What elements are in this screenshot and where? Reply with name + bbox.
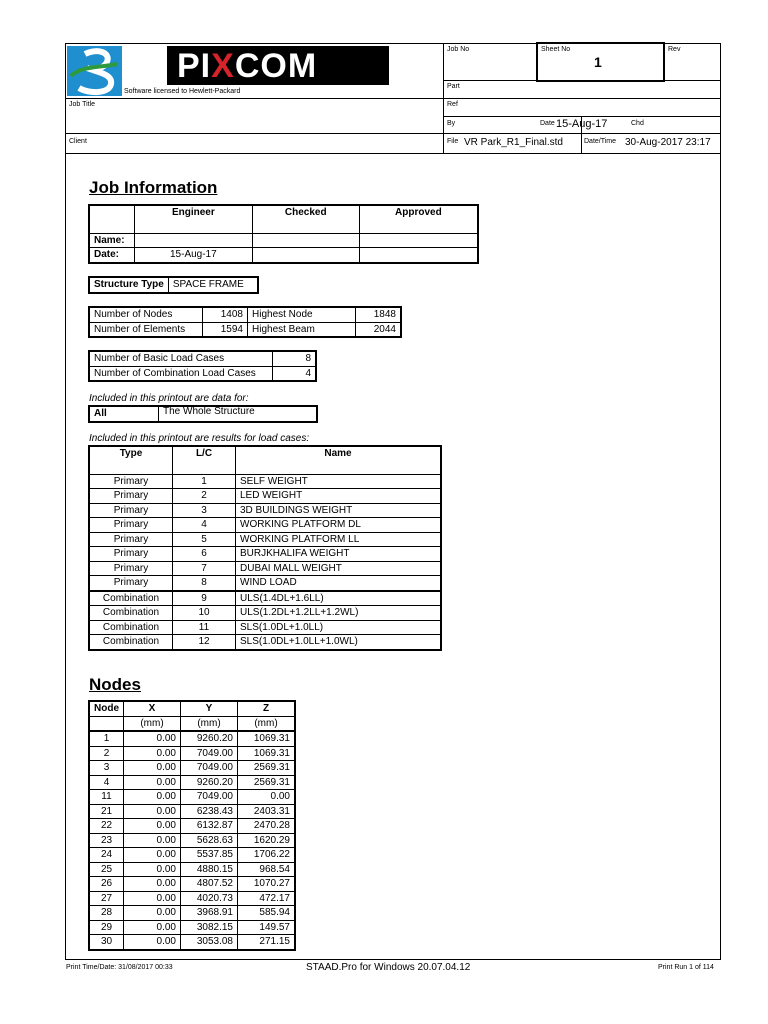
lc-type-cell: Primary xyxy=(89,474,173,489)
col-y: Y xyxy=(181,701,238,716)
node-cell: 6238.43 xyxy=(181,804,238,819)
node-cell: 0.00 xyxy=(124,935,181,950)
ref-label: Ref xyxy=(447,101,458,108)
node-cell: 472.17 xyxy=(238,891,296,906)
lc-lc-cell: 2 xyxy=(173,489,236,504)
node-cell: 7049.00 xyxy=(181,746,238,761)
highest-beam-label: Highest Beam xyxy=(248,322,356,337)
col-approved: Approved xyxy=(359,205,478,233)
node-cell: 23 xyxy=(89,833,124,848)
name-label: Name: xyxy=(89,233,135,248)
unit-z: (mm) xyxy=(238,716,296,731)
included-data-table xyxy=(88,405,318,423)
node-cell: 5628.63 xyxy=(181,833,238,848)
node-cell: 9260.20 xyxy=(181,731,238,746)
job-info-table xyxy=(88,204,479,264)
table-row xyxy=(89,819,295,834)
date-value: 15-Aug-17 xyxy=(556,118,608,130)
basic-lc-label: Number of Basic Load Cases xyxy=(89,351,273,366)
lc-type-cell: Combination xyxy=(89,620,173,635)
table-row xyxy=(89,591,441,606)
col-checked: Checked xyxy=(252,205,359,233)
lc-type-cell: Primary xyxy=(89,547,173,562)
job-title-label: Job Title xyxy=(69,101,96,108)
date-label: Date xyxy=(540,120,555,127)
lc-name-cell: SELF WEIGHT xyxy=(236,474,442,489)
included-results-caption: Included in this printout are results for load cases: xyxy=(89,433,310,444)
loadcase-table xyxy=(88,445,442,651)
node-cell: 0.00 xyxy=(124,877,181,892)
node-cell: 1070.27 xyxy=(238,877,296,892)
node-cell: 4880.15 xyxy=(181,862,238,877)
table-row xyxy=(89,761,295,776)
node-cell: 30 xyxy=(89,935,124,950)
table-row xyxy=(89,489,441,504)
sheet-no-value: 1 xyxy=(594,54,602,70)
node-cell: 271.15 xyxy=(238,935,296,950)
lc-name-cell: WORKING PLATFORM LL xyxy=(236,532,442,547)
lc-name-cell: 3D BUILDINGS WEIGHT xyxy=(236,503,442,518)
lc-lc-cell: 6 xyxy=(173,547,236,562)
combo-lc-label: Number of Combination Load Cases xyxy=(89,366,273,381)
node-cell: 2470.28 xyxy=(238,819,296,834)
node-cell: 0.00 xyxy=(238,790,296,805)
node-cell: 24 xyxy=(89,848,124,863)
lc-type-cell: Primary xyxy=(89,576,173,591)
table-row xyxy=(89,576,441,591)
node-cell: 0.00 xyxy=(124,819,181,834)
lc-name-cell: WORKING PLATFORM DL xyxy=(236,518,442,533)
node-cell: 5537.85 xyxy=(181,848,238,863)
node-cell: 6132.87 xyxy=(181,819,238,834)
loadcase-counts-table xyxy=(88,350,317,382)
col-name: Name xyxy=(236,446,442,474)
table-row xyxy=(89,848,295,863)
lc-type-cell: Primary xyxy=(89,561,173,576)
node-cell: 1069.31 xyxy=(238,746,296,761)
license-text: Software licensed to Hewlett-Packard xyxy=(124,88,241,95)
node-cell: 1069.31 xyxy=(238,731,296,746)
unit-x: (mm) xyxy=(124,716,181,731)
table-row xyxy=(89,606,441,621)
col-x: X xyxy=(124,701,181,716)
highest-node-value: 1848 xyxy=(356,307,402,322)
table-row xyxy=(89,518,441,533)
lc-lc-cell: 5 xyxy=(173,532,236,547)
table-row xyxy=(89,920,295,935)
node-cell: 3082.15 xyxy=(181,920,238,935)
lc-lc-cell: 10 xyxy=(173,606,236,621)
lc-name-cell: SLS(1.0DL+1.0LL+1.0WL) xyxy=(236,635,442,650)
structure-type-table xyxy=(88,276,259,294)
col-engineer: Engineer xyxy=(135,205,253,233)
table-row xyxy=(89,532,441,547)
lc-name-cell: DUBAI MALL WEIGHT xyxy=(236,561,442,576)
node-cell: 21 xyxy=(89,804,124,819)
lc-type-cell: Primary xyxy=(89,503,173,518)
node-cell: 0.00 xyxy=(124,775,181,790)
lc-name-cell: ULS(1.2DL+1.2LL+1.2WL) xyxy=(236,606,442,621)
structure-type-label: Structure Type xyxy=(89,277,168,293)
table-row xyxy=(89,906,295,921)
node-cell: 28 xyxy=(89,906,124,921)
date-row-label: Date: xyxy=(89,248,135,263)
table-row xyxy=(89,790,295,805)
elements-value: 1594 xyxy=(203,322,248,337)
table-row xyxy=(89,731,295,746)
table-row xyxy=(89,503,441,518)
lc-type-cell: Primary xyxy=(89,518,173,533)
table-row xyxy=(89,620,441,635)
client-label: Client xyxy=(69,138,87,145)
node-cell: 0.00 xyxy=(124,920,181,935)
node-cell: 585.94 xyxy=(238,906,296,921)
lc-type-cell: Primary xyxy=(89,532,173,547)
node-cell: 9260.20 xyxy=(181,775,238,790)
node-cell: 0.00 xyxy=(124,746,181,761)
node-cell: 2569.31 xyxy=(238,761,296,776)
footer-print-run: Print Run 1 of 114 xyxy=(658,964,714,971)
unit-node xyxy=(89,716,124,731)
lc-name-cell: LED WEIGHT xyxy=(236,489,442,504)
table-row xyxy=(89,547,441,562)
node-cell: 3968.91 xyxy=(181,906,238,921)
table-row xyxy=(89,746,295,761)
highest-node-label: Highest Node xyxy=(248,307,356,322)
basic-lc-value: 8 xyxy=(273,351,317,366)
lc-lc-cell: 9 xyxy=(173,591,236,606)
highest-beam-value: 2044 xyxy=(356,322,402,337)
node-cell: 26 xyxy=(89,877,124,892)
lc-type-cell: Combination xyxy=(89,591,173,606)
node-cell: 968.54 xyxy=(238,862,296,877)
part-label: Part xyxy=(447,83,460,90)
table-row xyxy=(89,775,295,790)
table-row xyxy=(89,877,295,892)
nodes-value: 1408 xyxy=(203,307,248,322)
node-cell: 22 xyxy=(89,819,124,834)
file-value: VR Park_R1_Final.std xyxy=(464,137,563,148)
node-cell: 149.57 xyxy=(238,920,296,935)
col-type: Type xyxy=(89,446,173,474)
nodes-table xyxy=(88,700,296,951)
node-cell: 0.00 xyxy=(124,731,181,746)
node-cell: 11 xyxy=(89,790,124,805)
lc-lc-cell: 11 xyxy=(173,620,236,635)
node-cell: 0.00 xyxy=(124,848,181,863)
lc-type-cell: Combination xyxy=(89,606,173,621)
nodes-label: Number of Nodes xyxy=(89,307,203,322)
footer-print-time: Print Time/Date: 31/08/2017 00:33 xyxy=(66,964,173,971)
included-data-caption: Included in this printout are data for: xyxy=(89,393,249,404)
structure-type-value: SPACE FRAME xyxy=(168,277,258,293)
scope-desc: The Whole Structure xyxy=(159,406,318,422)
node-cell: 1706.22 xyxy=(238,848,296,863)
node-cell: 0.00 xyxy=(124,833,181,848)
node-cell: 7049.00 xyxy=(181,761,238,776)
lc-name-cell: WIND LOAD xyxy=(236,576,442,591)
node-cell: 0.00 xyxy=(124,862,181,877)
elements-label: Number of Elements xyxy=(89,322,203,337)
counts-table xyxy=(88,306,402,338)
table-row xyxy=(89,804,295,819)
node-cell: 4020.73 xyxy=(181,891,238,906)
col-node: Node xyxy=(89,701,124,716)
header-divider xyxy=(65,153,721,154)
table-row xyxy=(89,833,295,848)
lc-lc-cell: 1 xyxy=(173,474,236,489)
lc-lc-cell: 12 xyxy=(173,635,236,650)
scope-label: All xyxy=(89,406,159,422)
node-cell: 29 xyxy=(89,920,124,935)
rev-label: Rev xyxy=(668,46,681,53)
b-logo-icon xyxy=(67,46,122,96)
lc-lc-cell: 3 xyxy=(173,503,236,518)
engineer-date: 15-Aug-17 xyxy=(135,248,253,263)
node-cell: 0.00 xyxy=(124,891,181,906)
node-cell: 0.00 xyxy=(124,790,181,805)
header-divider xyxy=(443,116,721,117)
lc-name-cell: BURJKHALIFA WEIGHT xyxy=(236,547,442,562)
table-row xyxy=(89,474,441,489)
datetime-value: 30-Aug-2017 23:17 xyxy=(625,137,711,148)
lc-lc-cell: 4 xyxy=(173,518,236,533)
node-cell: 0.00 xyxy=(124,804,181,819)
header-divider xyxy=(65,133,721,134)
node-cell: 4 xyxy=(89,775,124,790)
datetime-label: Date/Time xyxy=(584,138,617,145)
node-cell: 1620.29 xyxy=(238,833,296,848)
lc-lc-cell: 8 xyxy=(173,576,236,591)
job-info-title: Job Information xyxy=(89,178,218,197)
sheet-no-label: Sheet No xyxy=(541,46,571,53)
node-cell: 4807.52 xyxy=(181,877,238,892)
node-cell: 25 xyxy=(89,862,124,877)
node-cell: 2403.31 xyxy=(238,804,296,819)
col-z: Z xyxy=(238,701,296,716)
header-divider xyxy=(65,98,721,99)
chd-label: Chd xyxy=(631,120,644,127)
node-cell: 3053.08 xyxy=(181,935,238,950)
file-label: File xyxy=(447,138,459,145)
table-row xyxy=(89,891,295,906)
node-cell: 0.00 xyxy=(124,906,181,921)
table-row xyxy=(89,561,441,576)
lc-type-cell: Combination xyxy=(89,635,173,650)
table-row xyxy=(89,862,295,877)
node-cell: 27 xyxy=(89,891,124,906)
lc-type-cell: Primary xyxy=(89,489,173,504)
footer-software: STAAD.Pro for Windows 20.07.04.12 xyxy=(306,962,471,973)
table-row xyxy=(89,935,295,950)
lc-lc-cell: 7 xyxy=(173,561,236,576)
lc-name-cell: ULS(1.4DL+1.6LL) xyxy=(236,591,442,606)
header-divider xyxy=(443,43,444,153)
col-lc: L/C xyxy=(173,446,236,474)
by-label: By xyxy=(447,120,456,127)
combo-lc-value: 4 xyxy=(273,366,317,381)
node-cell: 1 xyxy=(89,731,124,746)
node-cell: 7049.00 xyxy=(181,790,238,805)
lc-name-cell: SLS(1.0DL+1.0LL) xyxy=(236,620,442,635)
node-cell: 3 xyxy=(89,761,124,776)
node-cell: 2 xyxy=(89,746,124,761)
job-no-label: Job No xyxy=(447,46,470,53)
unit-y: (mm) xyxy=(181,716,238,731)
nodes-title: Nodes xyxy=(89,675,141,694)
node-cell: 0.00 xyxy=(124,761,181,776)
pixcom-logo: PIXCOM xyxy=(167,46,389,85)
node-cell: 2569.31 xyxy=(238,775,296,790)
table-row xyxy=(89,635,441,650)
